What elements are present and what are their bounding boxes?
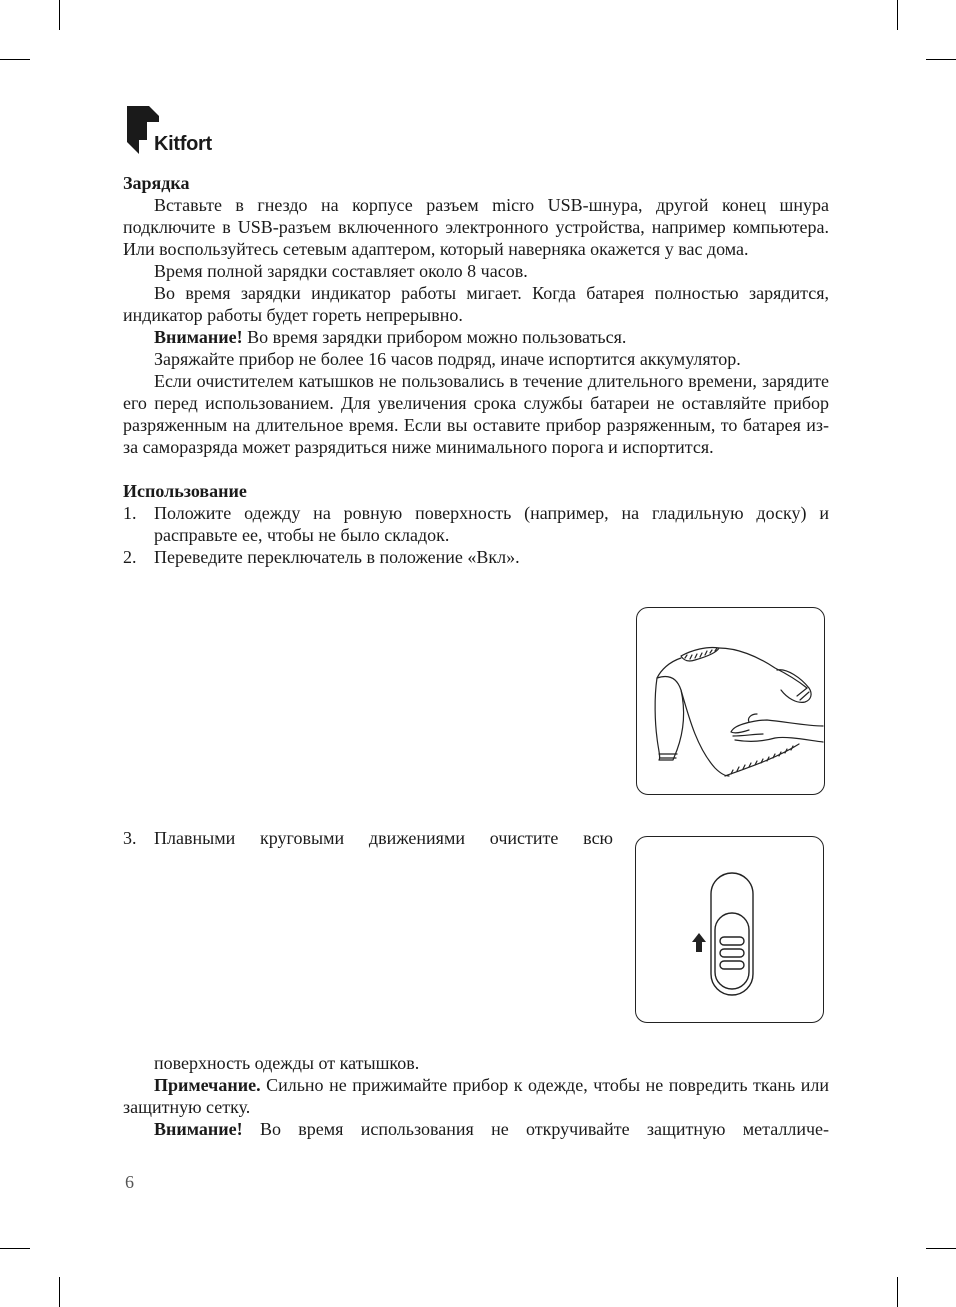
crop-mark	[0, 1248, 30, 1249]
step-3-continued: поверхность одежды от катышков.	[154, 1053, 420, 1073]
brand-name: Kitfort	[154, 133, 212, 155]
step-text: Плавными круговыми движениями очистите всю	[154, 828, 613, 848]
charging-paragraph-1: Вставьте в гнездо на корпусе разъем micro USB-шнура, другой конец шнура подключите в USB-разъем включенного электронного устройства, например компьютера. Или воспользуйтесь сетевым адаптером, который наверняка окажется у вас дома.	[123, 195, 829, 259]
step-text: Положите одежду на ровную поверхность (например, на гладильную доску) и расправьте ее, чтобы не было складок.	[154, 503, 829, 545]
crop-mark	[897, 0, 898, 30]
power-switch-icon	[636, 837, 823, 1022]
step-text: Переведите переключатель в положение «Вкл».	[154, 547, 520, 567]
crop-mark	[897, 1277, 898, 1307]
sweater-on-board-icon	[637, 608, 824, 794]
warning-label: Внимание!	[154, 327, 243, 347]
usage-step-1	[123, 502, 829, 546]
usage-note	[123, 1074, 829, 1118]
note-text: Сильно не прижимайте прибор к одежде, чтобы не повредить ткань или защитную сетку.	[123, 1075, 829, 1117]
usage-step-2	[123, 546, 829, 568]
charging-heading: Зарядка	[123, 173, 190, 193]
step-number: 2.	[123, 547, 137, 567]
warning-label: Внимание!	[154, 1119, 243, 1139]
page-number: 6	[125, 1172, 134, 1192]
charging-paragraph-6: Если очистителем катышков не пользовались в течение длительного времени, зарядите его перед использованием. Для увеличения срока службы батареи не оставляйте прибор разряженным на длительное время. Если вы оставите прибор разряженным, то батарея из-за саморазряда может разрядиться ниже минимального порога и испортится.	[123, 371, 829, 457]
warning-text: Во время использования не откручивайте защитную металличе-	[242, 1119, 829, 1139]
usage-continued	[123, 1052, 829, 1140]
step-number: 1.	[123, 503, 137, 523]
warning-text: Во время зарядки прибором можно пользоваться.	[242, 327, 627, 347]
usage-heading: Использование	[123, 481, 247, 501]
charging-paragraph-3: Во время зарядки индикатор работы мигает. Когда батарея полностью зарядится, индикатор работы будет гореть непрерывно.	[123, 283, 829, 325]
charging-paragraph-2: Время полной зарядки составляет около 8 часов.	[154, 261, 528, 281]
crop-mark	[926, 59, 956, 60]
crop-mark	[59, 0, 60, 30]
crop-mark	[0, 59, 30, 60]
charging-warning	[123, 326, 829, 348]
step-number: 3.	[123, 828, 137, 848]
kitfort-logo	[127, 106, 267, 158]
charging-paragraph-5: Заряжайте прибор не более 16 часов подряд, иначе испортится аккумулятор.	[154, 349, 741, 369]
sweater-illustration	[636, 607, 825, 795]
crop-mark	[926, 1248, 956, 1249]
note-label: Примечание.	[154, 1075, 261, 1095]
switch-illustration	[635, 836, 824, 1023]
usage-warning	[123, 1118, 829, 1140]
usage-step-3	[123, 827, 613, 849]
charging-section	[123, 172, 829, 568]
crop-mark	[59, 1277, 60, 1307]
